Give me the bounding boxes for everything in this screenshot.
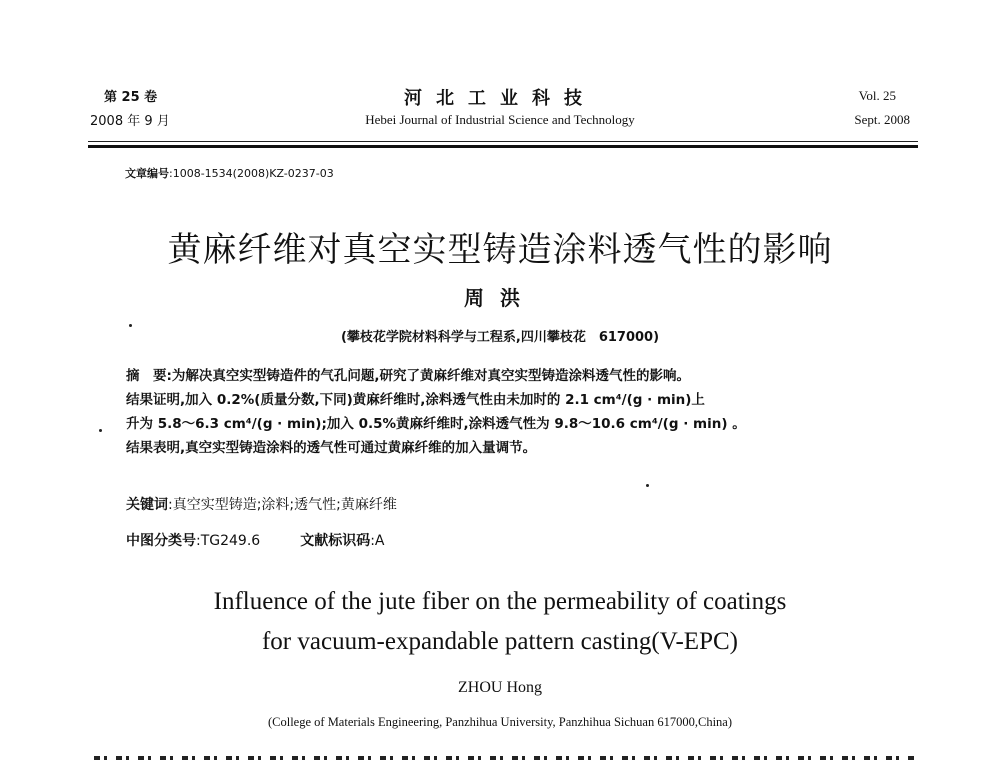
abstract-line-3: 升为 5.8～6.3 cm⁴/(g · min);加入 0.5%黄麻纤维时,涂料透气性为 9.8～10.6 cm⁴/(g · min) 。 bbox=[126, 416, 746, 432]
journal-name-cn: 河北工业科技 bbox=[404, 88, 596, 109]
abstract-line-4: 结果表明,真空实型铸造涂料的透气性可通过黄麻纤维的加入量调节。 bbox=[126, 440, 537, 456]
paper-title-en-line-1: Influence of the jute fiber on the permeability of coatings bbox=[213, 588, 787, 615]
abstract-line-1 bbox=[126, 364, 886, 388]
doc-code-label: 文献标识码 bbox=[300, 533, 371, 549]
keywords-value: :真空实型铸造;涂料;透气性;黄麻纤维 bbox=[168, 497, 397, 513]
volume-cn: 第 25 卷 bbox=[104, 90, 158, 105]
volume-en: Vol. 25 bbox=[858, 88, 896, 103]
article-number-label: 文章编号 bbox=[125, 167, 169, 180]
header-rule-thick bbox=[88, 145, 918, 148]
abstract-label: 摘 要 bbox=[126, 368, 167, 384]
date-cn: 2008 年 9 月 bbox=[90, 114, 170, 129]
date-en: Sept. 2008 bbox=[854, 112, 910, 127]
author-name-cn: 周洪 bbox=[464, 286, 536, 310]
clc-value: :TG249.6 bbox=[196, 533, 261, 549]
abstract bbox=[126, 364, 886, 460]
abstract-text-1: :为解决真空实型铸造件的气孔问题,研究了黄麻纤维对真空实型铸造涂料透气性的影响。 bbox=[166, 368, 691, 384]
affiliation-cn: (攀枝花学院材料科学与工程系,四川攀枝花 617000) bbox=[340, 330, 660, 345]
classification bbox=[126, 530, 385, 550]
doc-code-value: :A bbox=[370, 533, 385, 549]
abstract-line-2: 结果证明,加入 0.2%(质量分数,下同)黄麻纤维时,涂料透气性由未加时的 2.1 cm⁴/(g · min)上 bbox=[126, 392, 705, 408]
scan-speck bbox=[646, 484, 649, 487]
truncated-text-line bbox=[94, 752, 914, 760]
journal-name-en: Hebei Journal of Industrial Science and Technology bbox=[365, 112, 635, 127]
paper-title-en-line-2: for vacuum-expandable pattern casting(V-EPC) bbox=[261, 628, 738, 655]
paper-title-cn: 黄麻纤维对真空实型铸造涂料透气性的影响 bbox=[167, 230, 833, 270]
author-name-en: ZHOU Hong bbox=[458, 679, 542, 696]
affiliation-en: (College of Materials Engineering, Panzhihua University, Panzhihua Sichuan 617000,China) bbox=[267, 715, 732, 729]
header-rule-thin bbox=[88, 141, 918, 142]
article-number bbox=[125, 165, 334, 181]
keywords-label: 关键词 bbox=[126, 497, 168, 513]
clc-label: 中图分类号 bbox=[126, 533, 196, 549]
article-number-value: :1008-1534(2008)KZ-0237-03 bbox=[169, 167, 334, 180]
scan-speck bbox=[99, 429, 102, 432]
keywords bbox=[126, 494, 397, 514]
